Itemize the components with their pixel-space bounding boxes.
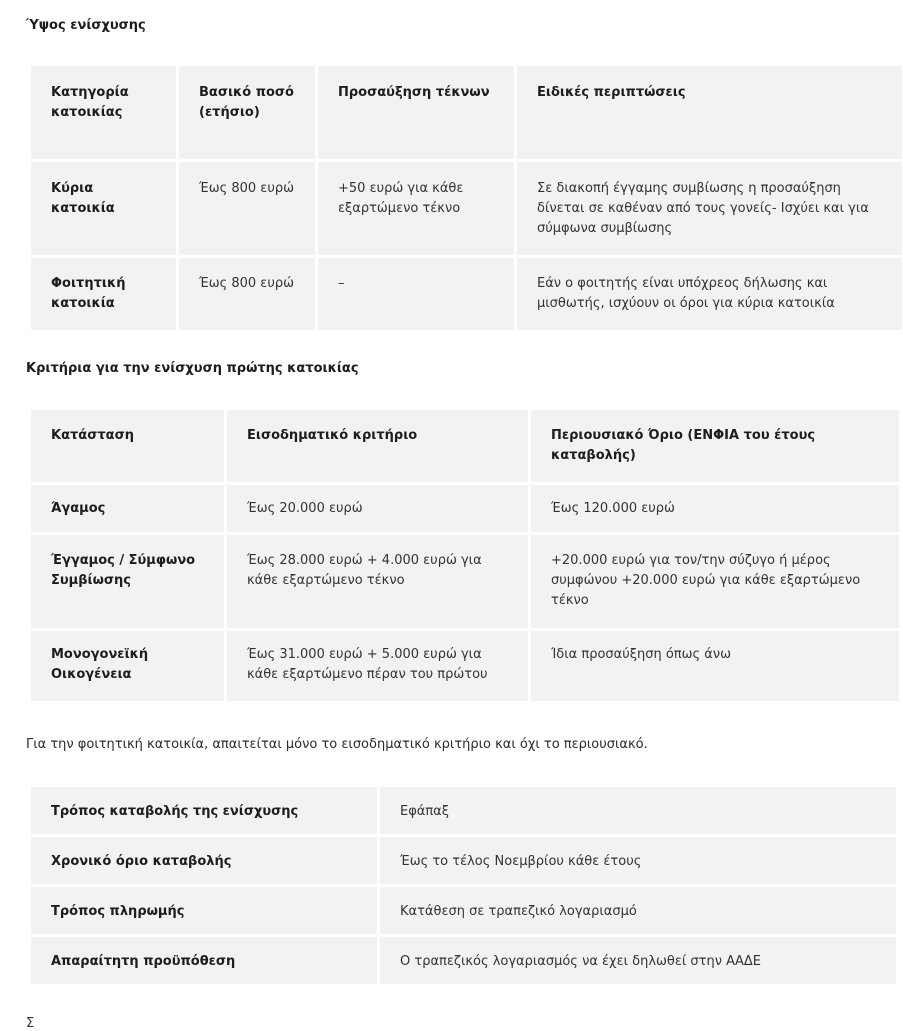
table-cell: Έως 28.000 ευρώ + 4.000 ευρώ για κάθε εξαρτώμενο τέκνο [227, 535, 528, 628]
table-cell: – [318, 258, 514, 330]
row-label-cell: Χρονικό όριο καταβολής [31, 837, 377, 884]
payment-info-table [28, 784, 899, 987]
criteria-table [28, 407, 902, 704]
student-housing-note: Για την φοιτητική κατοικία, απαιτείται μόνο το εισοδηματικό κριτήριο και όχι το περιουσιακό. [26, 737, 648, 752]
row-label-cell: Τρόπος πληρωμής [31, 887, 377, 934]
table-cell: Εάν ο φοιτητής είναι υπόχρεος δήλωσης και μισθωτής, ισχύουν οι όροι για κύρια κατοικία [517, 258, 902, 330]
trailing-text-fragment: Σ [26, 1016, 35, 1031]
table-cell: Έως το τέλος Νοεμβρίου κάθε έτους [380, 837, 896, 884]
table-cell: +20.000 ευρώ για τον/την σύζυγο ή μέρος συμφώνου +20.000 ευρώ για κάθε εξαρτώμενο τέκνο [531, 535, 899, 628]
table-row [31, 535, 899, 628]
table-header-row [31, 410, 899, 482]
table-cell: Σε διακοπή έγγαμης συμβίωσης η προσαύξηση δίνεται σε καθέναν από τους γονείς- Ισχύει και για σύμφωνα συμβίωσης [517, 162, 902, 255]
row-label-cell: Μονογονεϊκή Οικογένεια [31, 631, 224, 701]
header-cell: Βασικό ποσό (ετήσιο) [179, 66, 315, 159]
header-cell: Περιουσιακό Όριο (ΕΝΦΙΑ του έτους καταβολής) [531, 410, 899, 482]
table-row [31, 485, 899, 532]
row-label-cell: Φοιτητική κατοικία [31, 258, 176, 330]
header-cell: Κατηγορία κατοικίας [31, 66, 176, 159]
row-label-cell: Έγγαμος / Σύμφωνο Συμβίωσης [31, 535, 224, 628]
header-cell: Ειδικές περιπτώσεις [517, 66, 902, 159]
table-cell: Έως 800 ευρώ [179, 258, 315, 330]
table-header-row [31, 66, 902, 159]
table-row [31, 631, 899, 701]
table-cell: Ο τραπεζικός λογαριασμός να έχει δηλωθεί στην ΑΑΔΕ [380, 937, 896, 984]
table-cell: Έως 31.000 ευρώ + 5.000 ευρώ για κάθε εξαρτώμενο πέραν του πρώτου [227, 631, 528, 701]
table-row [31, 162, 902, 255]
header-cell: Εισοδηματικό κριτήριο [227, 410, 528, 482]
section-title-criteria: Κριτήρια για την ενίσχυση πρώτης κατοικίας [26, 361, 359, 376]
row-label-cell: Άγαμος [31, 485, 224, 532]
table-row [31, 937, 896, 984]
table-row [31, 837, 896, 884]
table-row [31, 787, 896, 834]
table-row [31, 887, 896, 934]
row-label-cell: Απαραίτητη προϋπόθεση [31, 937, 377, 984]
table-cell: Κατάθεση σε τραπεζικό λογαριασμό [380, 887, 896, 934]
support-amount-table [28, 63, 903, 333]
header-cell: Κατάσταση [31, 410, 224, 482]
header-cell: Προσαύξηση τέκνων [318, 66, 514, 159]
row-label-cell: Τρόπος καταβολής της ενίσχυσης [31, 787, 377, 834]
table-cell: Έως 20.000 ευρώ [227, 485, 528, 532]
table-cell: +50 ευρώ για κάθε εξαρτώμενο τέκνο [318, 162, 514, 255]
table-row [31, 258, 902, 330]
table-cell: Έως 120.000 ευρώ [531, 485, 899, 532]
section-title-support-amount: Ύψος ενίσχυσης [26, 18, 146, 33]
table-cell: Ίδια προσαύξηση όπως άνω [531, 631, 899, 701]
table-cell: Εφάπαξ [380, 787, 896, 834]
row-label-cell: Κύρια κατοικία [31, 162, 176, 255]
table-cell: Έως 800 ευρώ [179, 162, 315, 255]
